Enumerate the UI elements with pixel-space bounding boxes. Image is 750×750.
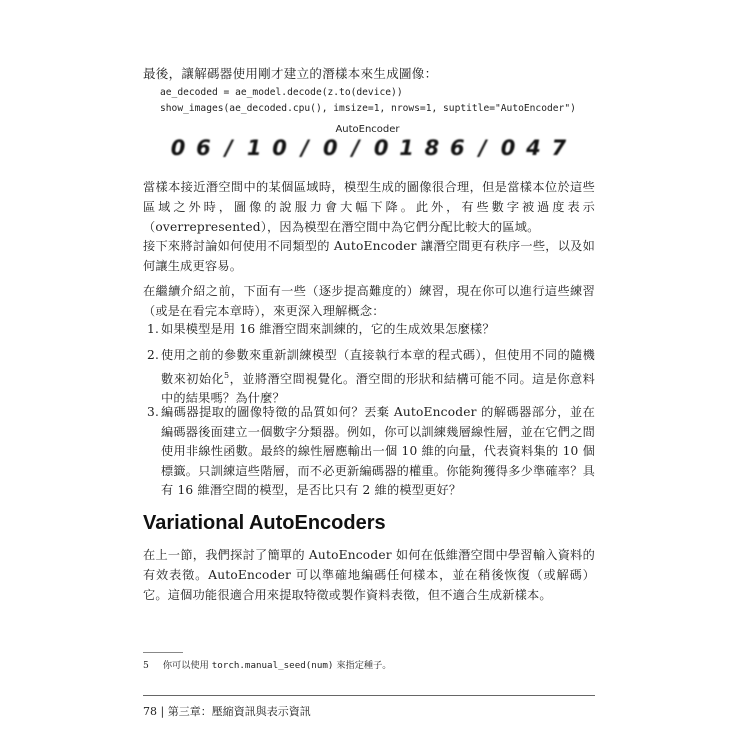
footnote-ref[interactable]: 5 — [224, 370, 230, 380]
generated-digit: 7 — [551, 136, 567, 160]
intro-sentence: 最後，讓解碼器使用剛才建立的潛樣本來生成圖像： — [143, 66, 438, 81]
list-number: 2. — [147, 348, 160, 362]
footnote-divider — [143, 652, 183, 653]
code-line: ae_decoded = ae_model.decode(z.to(device)) — [160, 87, 403, 98]
generated-digit: / — [301, 136, 309, 160]
generated-digit: 1 — [246, 136, 262, 160]
footnote-text: 你可以使用 — [162, 660, 209, 671]
paragraph: 在繼續介紹之前，下面有一些（逐步提高難度的）練習，現在你可以進行這些練習（或是在看完本章時），來更深入理解概念： — [143, 284, 595, 318]
generated-digit: 6 — [449, 136, 465, 160]
generated-digits-row — [167, 136, 570, 160]
footnote — [143, 657, 391, 671]
code-block — [160, 85, 576, 117]
footnote-text: 來指定種子。 — [336, 660, 392, 671]
footnote-number: 5 — [143, 660, 149, 671]
section-heading: Variational AutoEncoders — [143, 512, 386, 534]
generated-digit: 8 — [424, 136, 440, 160]
generated-digit: 0 — [170, 136, 186, 160]
generated-digit: / — [351, 136, 360, 160]
list-text: 編碼器提取的圖像特徵的品質如何？丟棄 AutoEncoder 的解碼器部分，並在編碼器後面建立一個數字分類器。例如，你可以訓練幾層線性層，並在它們之間使用非線性函數。最終的線性層應輸出一個 10 維的向量，代表資料集的 10 個標籤。只訓練這些階層，而不必更新編碼器的權重。你能夠獲得多少準確率？具有 16 維潛空間的模型，是否比只有 2 維的模型更好？ — [161, 405, 595, 497]
paragraph: 當樣本接近潛空間中的某個區域時，模型生成的圖像很合理，但是當樣本位於這些區域之外時，圖像的說服力會大幅下降。此外，有些數字被過度表示（overrepresented），因為模型在潛空間中為它們分配比較大的區域。 — [143, 180, 595, 234]
generated-digit: 0 — [272, 136, 287, 160]
list-text: ，並將潛空間視覺化。潛空間的形狀和結構可能不同。這是你意料中的結果嗎？為什麼？ — [161, 371, 595, 406]
list-item — [143, 403, 595, 501]
list-item — [143, 346, 595, 409]
list-number: 3. — [147, 405, 160, 419]
autoencoder-figure — [165, 124, 570, 162]
exercise-list — [143, 403, 595, 509]
footer-divider — [143, 695, 595, 696]
list-item — [143, 320, 595, 340]
list-text: 如果模型是用 16 維潛空間來訓練的，它的生成效果怎麼樣？ — [161, 322, 495, 336]
generated-digit: 0 — [373, 136, 389, 160]
generated-digit: 1 — [399, 136, 414, 160]
generated-digit: 6 — [196, 136, 211, 160]
generated-digit: 0 — [500, 136, 516, 160]
code-line: show_images(ae_decoded.cpu(), imsize=1, nrows=1, suptitle="AutoEncoder") — [160, 103, 576, 114]
paragraph: 在上一節，我們探討了簡單的 AutoEncoder 如何在低維潛空間中學習輸入資料的有效表徵。AutoEncoder 可以準確地編碼任何樣本，並在稍後恢復（或解碼）它。這個功能很適合用來提取特徵或製作資料表徵，但不適合生成新樣本。 — [143, 548, 595, 602]
generated-digit: / — [224, 136, 233, 160]
generated-digit: 0 — [323, 136, 338, 160]
list-number: 1. — [147, 322, 160, 336]
page-footer: 78 | 第三章：壓縮資訊與表示資訊 — [143, 705, 311, 718]
list-text: 使用之前的參數來重新訓練模型（直接執行本章的程式碼），但使用不同的隨機數來初始化 — [161, 348, 595, 386]
footnote-code: torch.manual_seed(num) — [211, 660, 334, 671]
generated-digit: 4 — [526, 136, 541, 160]
exercise-list — [143, 320, 595, 348]
generated-digit: / — [478, 136, 487, 160]
paragraph: 接下來將討論如何使用不同類型的 AutoEncoder 讓潛空間更有秩序一些，以及如何讓生成更容易。 — [143, 239, 595, 273]
figure-title: AutoEncoder — [335, 124, 400, 135]
